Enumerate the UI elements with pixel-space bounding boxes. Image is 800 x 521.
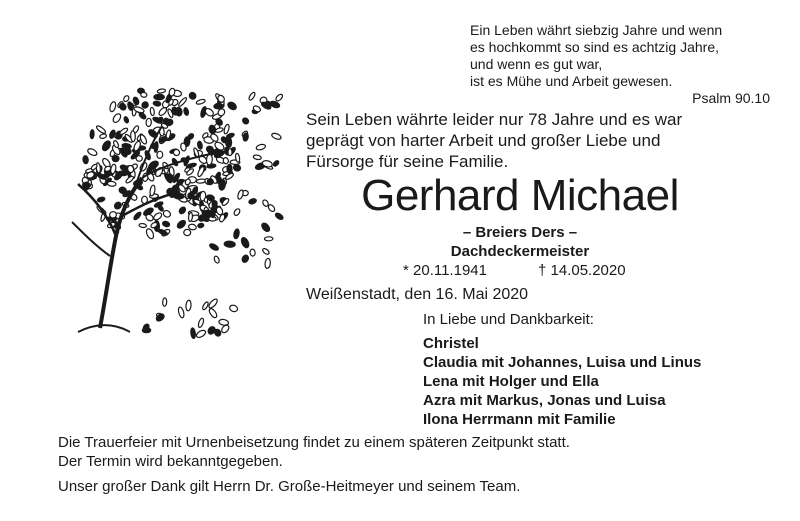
birth-date: * 20.11.1941 [403, 262, 487, 279]
footer-notice [58, 433, 570, 496]
tree-leaf [197, 166, 206, 178]
tree-leaf [178, 206, 187, 215]
tree-leaf [140, 92, 147, 98]
tree-leaf [197, 223, 204, 228]
tree-leaf [265, 258, 271, 269]
psalm-line: ist es Mühe und Arbeit gewesen. [470, 73, 673, 89]
tree-leaf [124, 148, 131, 154]
tree-leaf [83, 155, 89, 163]
tree-leaf [274, 212, 284, 221]
tree-leaf [208, 298, 219, 310]
psalm-line: Ein Leben währt siebzig Jahre und wenn [470, 22, 723, 38]
tree-leaf [99, 133, 107, 139]
family-list [423, 334, 701, 429]
tree-leaf [178, 97, 188, 108]
tree-leaf [188, 91, 197, 100]
intro-line: Sein Leben währte leider nur 78 Jahre und es war [306, 110, 683, 129]
tree-leaf [112, 112, 122, 123]
psalm-line: und wenn es gut war, [470, 56, 603, 72]
tree-leaf [152, 212, 162, 222]
tree-leaf [123, 95, 130, 103]
tree-leaf [271, 132, 282, 140]
family-member: Claudia mit Johannes, Luisa und Linus [423, 354, 702, 371]
tree-leaf [188, 212, 193, 221]
tree-leaf [275, 93, 284, 102]
tree-leaf [109, 101, 117, 112]
tree-leaf [226, 101, 237, 112]
tree-leaf [262, 247, 270, 255]
tree-leaf [264, 237, 273, 241]
tree-leaf [133, 211, 142, 221]
tree-leaf [237, 189, 244, 199]
tree-leaf [197, 318, 204, 328]
tree-leaf [241, 254, 250, 263]
deceased-profession: Dachdeckermeister [450, 243, 590, 260]
tree-leaf [154, 94, 164, 100]
tree-leaf [146, 118, 152, 127]
tree-leaf [223, 124, 230, 135]
tree-leaf [112, 155, 119, 161]
footer-line: Der Termin wird bekanntgegeben. [58, 453, 283, 470]
windblown-tree-icon [50, 66, 290, 341]
family-member: Lena mit Holger und Ella [423, 373, 599, 390]
deceased-nickname: – Breiers Ders – [462, 224, 578, 241]
place-and-date: Weißenstadt, den 16. Mai 2020 [306, 286, 529, 303]
tree-leaf [190, 328, 196, 339]
tree-leaf [202, 301, 210, 310]
tree-leaf [130, 131, 135, 142]
tree-leaf [162, 220, 170, 227]
tree-leaf [183, 107, 189, 116]
tree-leaf [154, 142, 159, 153]
tree-leaf [248, 91, 256, 101]
tree-leaf [163, 118, 170, 125]
tree-leaf [260, 222, 271, 233]
tree-leaf [233, 208, 241, 217]
psalm-quote [470, 22, 770, 107]
family-member: Christel [423, 335, 479, 352]
tree-leaf [241, 117, 249, 125]
footer-line: Unser großer Dank gilt Herrn Dr. Große-Heitmeyer und seinem Team. [58, 478, 521, 495]
tree-leaf [225, 137, 232, 148]
tree-leaf [150, 107, 155, 116]
tree-leaf [101, 140, 112, 152]
tree-leaf [250, 249, 256, 257]
tree-leaf [123, 116, 129, 123]
tree-leaf [240, 236, 250, 248]
intro-line: geprägt von harter Arbeit und großer Liebe und [306, 131, 661, 150]
tree-leaf [176, 219, 187, 230]
tree-leaf [90, 130, 94, 139]
family-member: Ilona Herrmann mit Familie [423, 411, 616, 428]
death-date: † 14.05.2020 [538, 262, 626, 279]
tree-leaf [186, 300, 192, 311]
tree-leaf [243, 133, 249, 142]
tree-leaf [267, 204, 276, 213]
intro-text [306, 109, 686, 172]
deceased-name: Gerhard Michael [361, 171, 679, 220]
tree-leaf [109, 211, 117, 218]
tree-leaf [95, 125, 106, 135]
tree-leaf [136, 155, 143, 161]
psalm-line: es hochkommt so sind es achtzig Jahre, [470, 39, 720, 55]
tree-leaf [233, 229, 240, 240]
footer-line: Die Trauerfeier mit Urnenbeisetzung findet zu einem späteren Zeitpunkt statt. [58, 434, 570, 451]
tree-leaf [157, 88, 166, 93]
tree-leaf [184, 178, 191, 185]
tree-leaf [256, 143, 266, 150]
tree-leaf [142, 328, 150, 333]
tree-leaf [197, 141, 203, 150]
tree-leaf [87, 147, 98, 156]
tree-leaf [125, 175, 134, 184]
thanks-label: In Liebe und Dankbarkeit: [423, 311, 594, 328]
tree-leaf [229, 304, 239, 313]
tree-leaf [248, 198, 257, 205]
tree-leaf [113, 201, 122, 210]
tree-leaf [224, 241, 235, 248]
tree-leaf [145, 228, 155, 240]
tree-leaf [206, 154, 213, 165]
tree-leaf [253, 154, 262, 160]
tree-leaf [157, 151, 163, 159]
tree-leaf [107, 181, 116, 187]
tree-leaf [139, 223, 147, 228]
tree-leaf [227, 164, 232, 173]
tree-leaf [153, 101, 161, 107]
tree-leaf [272, 160, 279, 167]
tree-leaf [195, 329, 206, 339]
tree-leaf [209, 243, 220, 252]
tree-leaf [228, 149, 232, 156]
tree-leaf [177, 306, 184, 318]
tree-leaf [208, 307, 218, 318]
tree-leaf [196, 99, 206, 106]
family-member: Azra mit Markus, Jonas und Luisa [423, 392, 666, 409]
tree-leaf [213, 255, 220, 263]
psalm-reference: Psalm 90.10 [692, 90, 770, 106]
intro-line: Fürsorge für seine Familie. [306, 152, 509, 171]
tree-leaf [211, 207, 216, 218]
tree-leaf [183, 229, 191, 236]
tree-leaf [97, 196, 105, 202]
tree-leaf [162, 298, 166, 307]
